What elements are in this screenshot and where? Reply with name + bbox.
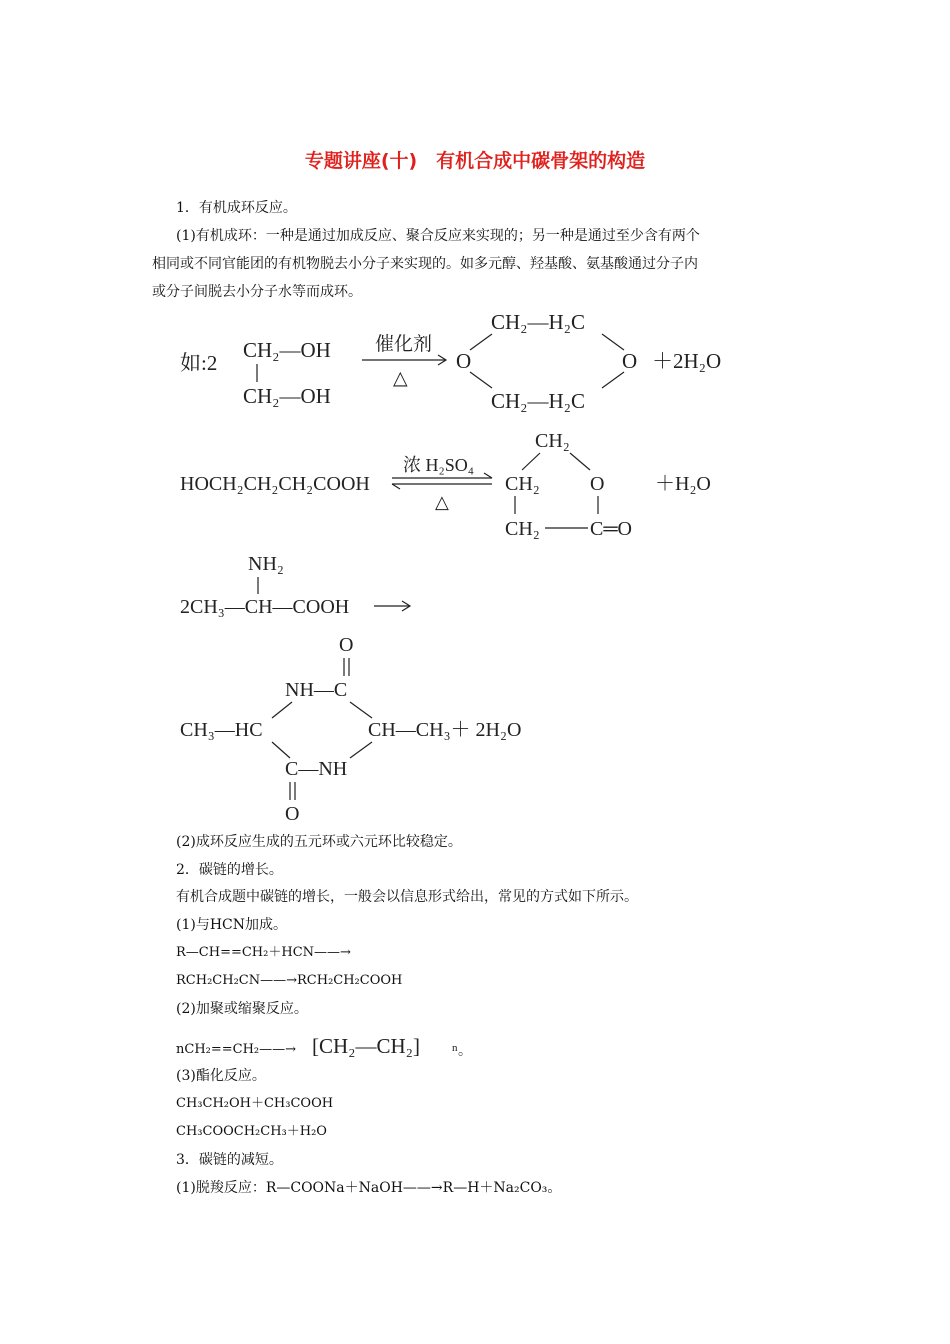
reaction-line: CH₃COOCH₂CH₃＋H₂O: [176, 1124, 327, 1139]
eq1-ring-left-o: O: [456, 349, 472, 373]
eq3-o-bottom: O: [285, 803, 300, 825]
section-2-heading: 2．碳链的增长。: [176, 862, 283, 878]
reaction-line: CH₃CH₂OH＋CH₃COOH: [176, 1096, 334, 1111]
page-title: 专题讲座(十) 有机合成中碳骨架的构造: [304, 150, 646, 172]
eq2-ring-top: CH₂: [535, 430, 570, 452]
paragraph-line: 或分子间脱去小分子水等而成环。: [152, 284, 362, 300]
eq3-reactant: 2CH₃—CH—COOH: [180, 596, 350, 618]
paragraph-line: (1)有机成环：一种是通过加成反应、聚合反应来实现的；另一种是通过至少含有两个: [176, 228, 700, 244]
eq1-prefix: 如:2: [180, 351, 218, 375]
eq4-trail: 。: [458, 1044, 472, 1059]
paragraph-line: 有机合成题中碳链的增长，一般会以信息形式给出，常见的方式如下所示。: [176, 889, 638, 905]
paragraph-line: (2)成环反应生成的五元环或六元环比较稳定。: [176, 834, 462, 850]
eq1-condition-bottom: △: [393, 368, 408, 389]
eq1-reactant-top: CH₂—OH: [243, 338, 331, 362]
eq2-condition-bottom: △: [435, 492, 449, 512]
eq3-nh2: NH₂: [248, 553, 284, 575]
eq2-ring-left: CH₂: [505, 473, 540, 495]
eq4-reactant: nCH₂==CH₂——→: [176, 1042, 297, 1057]
eq3-left-group: CH₃—HC: [180, 719, 263, 741]
eq3-o-top: O: [339, 634, 354, 656]
eq1-product-water: ＋2H₂O: [652, 349, 722, 373]
section-3-heading: 3．碳链的减短。: [176, 1152, 283, 1168]
eq2-condition-top: 浓 H₂SO₄: [403, 455, 475, 475]
eq3-right-group: CH—CH₃＋ 2H₂O: [368, 719, 522, 741]
eq2-ring-bottom: CH₂: [505, 518, 540, 540]
eq4-subscript-n: n: [452, 1042, 458, 1054]
eq1-reactant-bottom: CH₂—OH: [243, 384, 331, 408]
paragraph-line: (3)酯化反应。: [176, 1068, 266, 1084]
section-1-heading: 1．有机成环反应。: [176, 200, 297, 216]
paragraph-line: (1)与HCN加成。: [176, 917, 288, 933]
eq1-ring-top: CH₂—H₂C: [491, 310, 585, 334]
eq4-polymer: [CH₂—CH₂]: [312, 1034, 420, 1058]
eq3-nh-c-top: NH—C: [285, 679, 348, 701]
eq2-reactant: HOCH₂CH₂CH₂COOH: [180, 473, 370, 495]
eq2-ring-o: O: [590, 473, 605, 495]
eq1-ring-right-o: O: [622, 349, 638, 373]
eq1-ring-bottom: CH₂—H₂C: [491, 389, 585, 413]
reaction-line: R—CH==CH₂＋HCN——→: [176, 945, 351, 960]
paragraph-line: (2)加聚或缩聚反应。: [176, 1001, 308, 1017]
paragraph-line: (1)脱羧反应：R—COONa＋NaOH——→R—H＋Na₂CO₃。: [176, 1180, 562, 1196]
eq2-product-water: ＋H₂O: [655, 473, 711, 495]
eq1-condition-top: 催化剂: [375, 334, 433, 355]
eq2-carbonyl: C═O: [590, 518, 632, 540]
reaction-line: RCH₂CH₂CN——→RCH₂CH₂COOH: [176, 973, 403, 988]
paragraph-line: 相同或不同官能团的有机物脱去小分子来实现的。如多元醇、羟基酸、氨基酸通过分子内: [152, 256, 698, 272]
eq3-c-nh-bottom: C—NH: [285, 758, 348, 780]
